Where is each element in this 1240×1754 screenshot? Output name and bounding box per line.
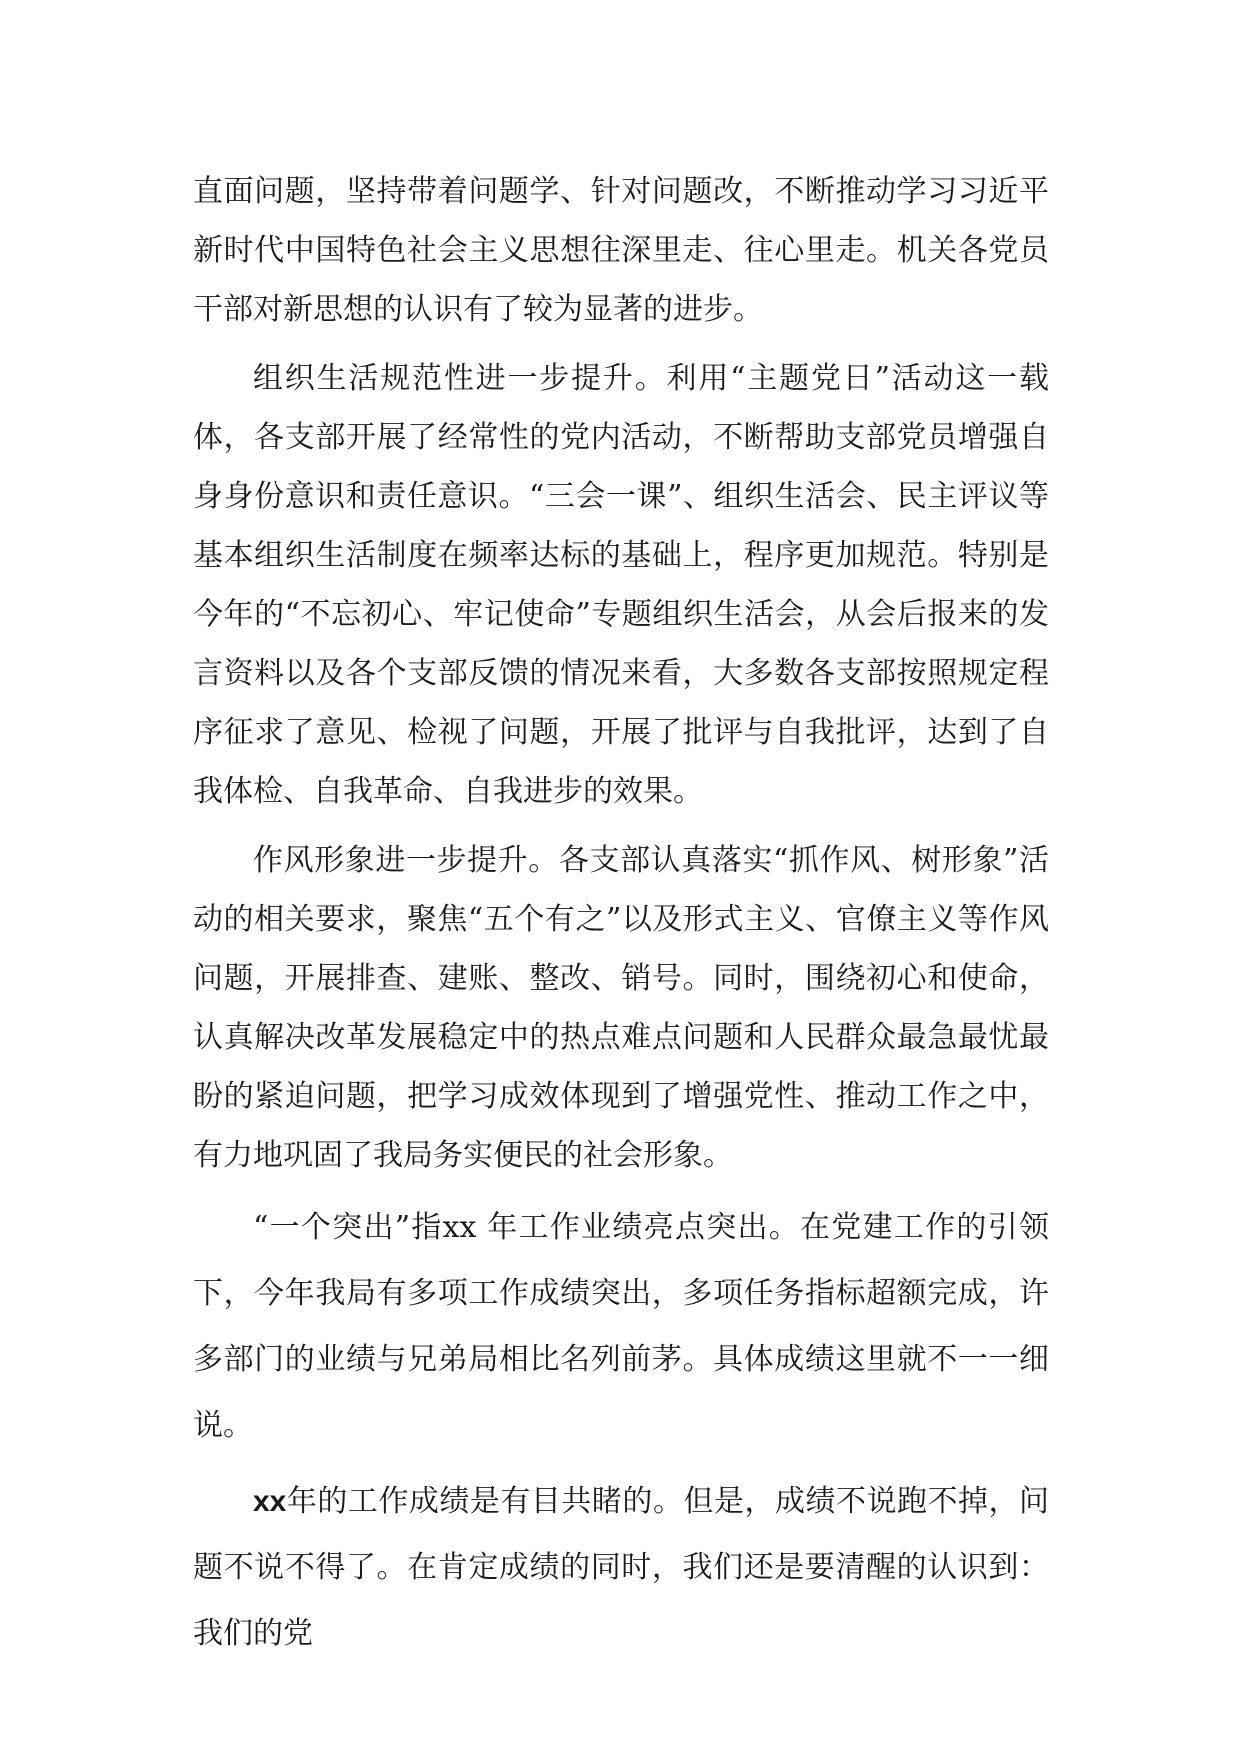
document-body [193, 162, 1049, 1677]
paragraph-achievements [193, 1469, 1049, 1667]
paragraph-achievements-text: 年的工作成绩是有目共睹的。但是，成绩不说跑不掉，问题不说不得了。在肯定成绩的同时，我们还是要清醒的认识到：我们的党 [193, 1484, 1049, 1651]
paragraph-one-highlight: “一个突出”指xx 年工作业绩亮点突出。在党建工作的引领下，今年我局有多项工作成绩突出，多项任务指标超额完成，许多部门的业绩与兄弟局相比名列前茅。具体成绩这里就不一一细说。 [193, 1210, 1049, 1443]
paragraph-work-style: 作风形象进一步提升。各支部认真落实“抓作风、树形象”活动的相关要求，聚焦“五个有之”以及形式主义、官僚主义等作风问题，开展排查、建账、整改、销号。同时，围绕初心和使命，认真解决改革发展稳定中的热点难点问题和人民群众最急最忧最盼的紧迫问题，把学习成效体现到了增强党性、推动工作之中，有力地巩固了我局务实便民的社会形象。 [193, 843, 1049, 1173]
paragraph-continuation: 直面问题，坚持带着问题学、针对问题改，不断推动学习习近平新时代中国特色社会主义思想往深里走、往心里走。机关各党员干部对新思想的认识有了较为显著的进步。 [193, 174, 1049, 327]
paragraph-organization-life: 组织生活规范性进一步提升。利用“主题党日”活动这一载体，各支部开展了经常性的党内活动，不断帮助支部党员增强自身身份意识和责任意识。“三会一课”、组织生活会、民主评议等基本组织生活制度在频率达标的基础上，程序更加规范。特别是今年的“不忘初心、牢记使命”专题组织生活会，从会后报来的发言资料以及各个支部反馈的情况来看，大多数各支部按照规定程序征求了意见、检视了问题，开展了批评与自我批评，达到了自我体检、自我革命、自我进步的效果。 [193, 361, 1049, 809]
year-placeholder: xx [253, 1485, 287, 1518]
